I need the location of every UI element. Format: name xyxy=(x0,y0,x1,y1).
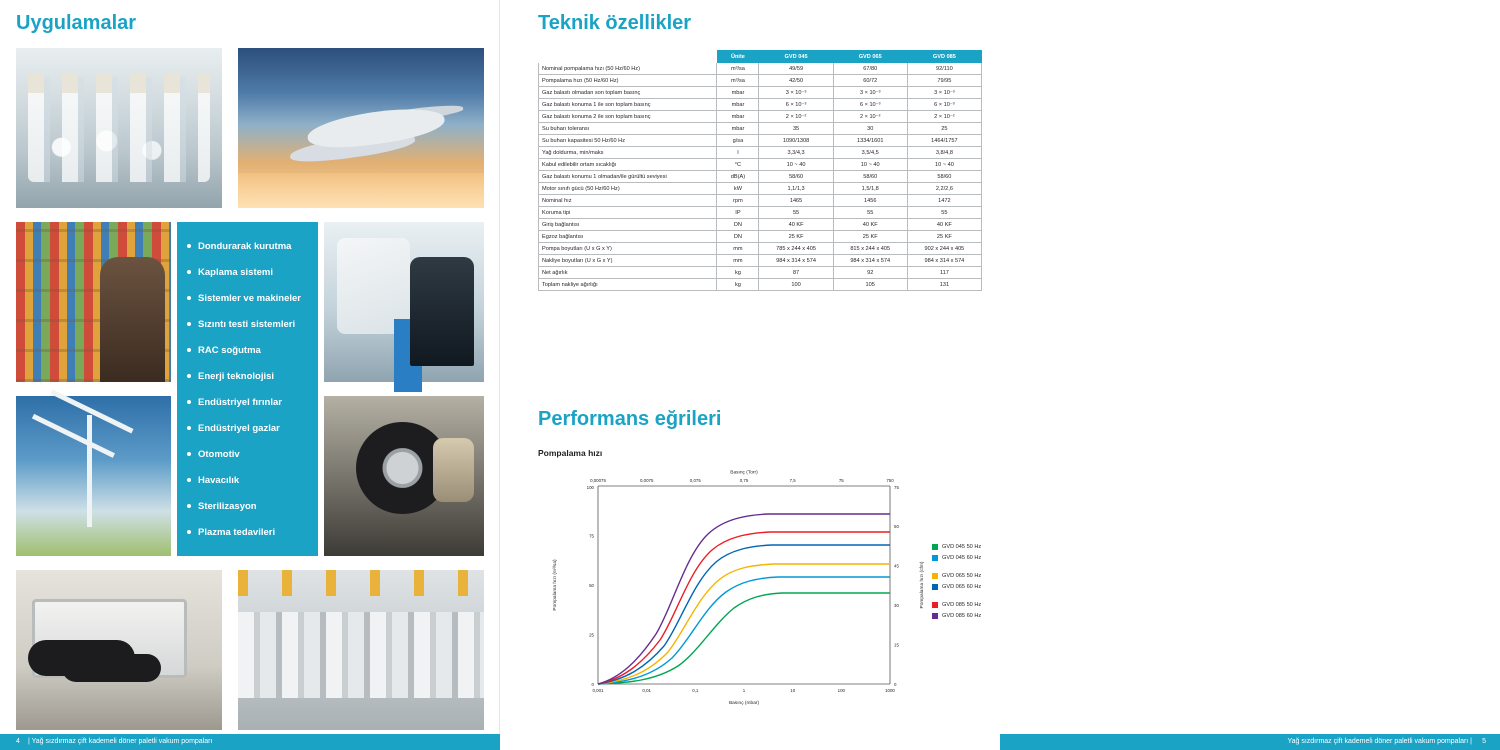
svg-text:75: 75 xyxy=(894,485,899,490)
table-row xyxy=(539,171,982,183)
legend-spacer xyxy=(932,593,981,600)
svg-text:75: 75 xyxy=(838,478,844,483)
row-label: Giriş bağlantısı xyxy=(539,219,717,231)
row-value-gvd085: 3 × 10⁻³ xyxy=(907,87,981,99)
legend-label: GVD 085 60 Hz xyxy=(942,613,982,619)
list-item: Endüstriyel gazlar xyxy=(187,422,310,435)
column-header-gvd085: GVD 085 xyxy=(907,51,981,63)
row-unit: mm xyxy=(717,243,759,255)
svg-text:100: 100 xyxy=(586,485,594,490)
table-row xyxy=(539,243,982,255)
chart-xticks-bottom xyxy=(593,688,896,693)
table-row xyxy=(539,123,982,135)
page-number-left: 4 xyxy=(16,738,20,745)
column-header-gvd065: GVD 065 xyxy=(833,51,907,63)
list-item: RAC soğutma xyxy=(187,344,310,357)
photo-wind-turbine xyxy=(16,396,171,556)
legend-swatch-yellow xyxy=(932,573,938,579)
column-header-label xyxy=(539,51,717,63)
row-value-gvd045: 6 × 10⁻³ xyxy=(759,99,833,111)
svg-text:60: 60 xyxy=(894,524,899,529)
series-gvd065-60hz xyxy=(598,545,890,684)
row-unit: °C xyxy=(717,159,759,171)
row-value-gvd065: 3,5/4,5 xyxy=(833,147,907,159)
svg-text:0,00075: 0,00075 xyxy=(590,478,606,483)
row-value-gvd045: 984 x 314 x 574 xyxy=(759,255,833,267)
table-row xyxy=(539,195,982,207)
row-value-gvd045: 35 xyxy=(759,123,833,135)
table-row xyxy=(539,267,982,279)
table-row xyxy=(539,279,982,291)
legend-spacer xyxy=(932,564,981,571)
row-label: Pompa boyutları (U x G x Y) xyxy=(539,243,717,255)
row-value-gvd085: 1464/1757 xyxy=(907,135,981,147)
table-row xyxy=(539,207,982,219)
list-item: Havacılık xyxy=(187,474,310,487)
row-value-gvd085: 10 ~ 40 xyxy=(907,159,981,171)
legend-item-gvd085-50hz xyxy=(932,600,981,610)
photo-factory-line-image xyxy=(238,570,484,730)
row-value-gvd085: 1472 xyxy=(907,195,981,207)
row-label: Su buharı kapasitesi 50 Hz/60 Hz xyxy=(539,135,717,147)
row-value-gvd065: 60/72 xyxy=(833,75,907,87)
legend-label: GVD 065 60 Hz xyxy=(942,584,982,590)
row-unit: mbar xyxy=(717,123,759,135)
row-value-gvd085: 984 x 314 x 574 xyxy=(907,255,981,267)
chart-yticks-right xyxy=(894,485,899,687)
row-label: Gaz balastı konumu 1 olmadan/ile gürültü seviyesi xyxy=(539,171,717,183)
row-value-gvd045: 10 ~ 40 xyxy=(759,159,833,171)
photo-laboratory xyxy=(324,222,484,382)
legend-item-gvd045-60hz xyxy=(932,553,981,563)
row-value-gvd045: 3,3/4,3 xyxy=(759,147,833,159)
performance-chart xyxy=(538,466,982,716)
applications-list-panel xyxy=(177,222,318,556)
row-value-gvd045: 2 × 10⁻² xyxy=(759,111,833,123)
row-value-gvd085: 131 xyxy=(907,279,981,291)
footer-text-right: Yağ sızdırmaz çift kademeli döner paletli vakum pompaları | xyxy=(1287,738,1472,745)
footer-text-left: | Yağ sızdırmaz çift kademeli döner paletli vakum pompaları xyxy=(28,738,213,745)
row-value-gvd085: 58/60 xyxy=(907,171,981,183)
svg-text:0,01: 0,01 xyxy=(642,688,651,693)
row-unit: mbar xyxy=(717,99,759,111)
row-value-gvd085: 2,2/2,6 xyxy=(907,183,981,195)
photo-laboratory-image xyxy=(324,222,484,382)
photo-glovebox-image xyxy=(16,570,222,730)
series-gvd045-50hz xyxy=(598,593,890,684)
row-label: Gaz balastı konuma 2 ile son toplam basınç xyxy=(539,111,717,123)
legend-item-gvd065-50hz xyxy=(932,571,981,581)
photo-glovebox xyxy=(16,570,222,730)
list-item: Otomotiv xyxy=(187,448,310,461)
row-value-gvd065: 984 x 314 x 574 xyxy=(833,255,907,267)
row-label: Gaz balastı konuma 1 ile son toplam basınç xyxy=(539,99,717,111)
svg-text:25: 25 xyxy=(589,632,594,638)
row-unit: kW xyxy=(717,183,759,195)
row-value-gvd065: 58/60 xyxy=(833,171,907,183)
row-value-gvd065: 1,5/1,8 xyxy=(833,183,907,195)
svg-text:10: 10 xyxy=(790,688,796,693)
row-value-gvd065: 815 x 244 x 405 xyxy=(833,243,907,255)
svg-text:0,075: 0,075 xyxy=(689,478,701,483)
legend-swatch-blue xyxy=(932,584,938,590)
table-row xyxy=(539,231,982,243)
list-item: Sterilizasyon xyxy=(187,500,310,513)
chart-ylabel-right: Pompalama hızı (cfm) xyxy=(920,561,925,609)
table-row xyxy=(539,147,982,159)
page-title-performance-curves: Performans eğrileri xyxy=(538,408,722,430)
chart-xlabel-top: Basınç (Torr) xyxy=(730,470,758,476)
svg-text:50: 50 xyxy=(589,583,594,588)
table-row xyxy=(539,63,982,75)
chart-caption: Pompalama hızı xyxy=(538,448,603,458)
table-row xyxy=(539,99,982,111)
row-value-gvd065: 30 xyxy=(833,123,907,135)
row-label: Gaz balastı olmadan son toplam basınç xyxy=(539,87,717,99)
row-value-gvd065: 92 xyxy=(833,267,907,279)
right-page-footer xyxy=(1000,734,1500,750)
chart-series-group xyxy=(598,514,890,684)
left-page xyxy=(0,0,500,750)
row-value-gvd045: 55 xyxy=(759,207,833,219)
photo-factory-line xyxy=(238,570,484,730)
row-label: Koruma tipi xyxy=(539,207,717,219)
row-value-gvd065: 1456 xyxy=(833,195,907,207)
row-unit: l xyxy=(717,147,759,159)
chart-legend xyxy=(932,542,981,622)
photo-retail-shelf xyxy=(16,222,171,382)
row-value-gvd045: 58/60 xyxy=(759,171,833,183)
svg-text:15: 15 xyxy=(894,642,899,648)
row-unit: rpm xyxy=(717,195,759,207)
row-value-gvd085: 117 xyxy=(907,267,981,279)
list-item: Kaplama sistemi xyxy=(187,266,310,279)
left-page-footer xyxy=(0,734,500,750)
list-item: Plazma tedavileri xyxy=(187,526,310,539)
table-row xyxy=(539,159,982,171)
table-row xyxy=(539,75,982,87)
svg-text:0: 0 xyxy=(591,682,594,687)
row-unit: DN xyxy=(717,231,759,243)
applications-list xyxy=(177,222,318,539)
row-label: Su buharı toleransı xyxy=(539,123,717,135)
row-unit: mbar xyxy=(717,111,759,123)
row-value-gvd045: 3 × 10⁻³ xyxy=(759,87,833,99)
photo-tire-workshop xyxy=(324,396,484,556)
legend-label: GVD 045 50 Hz xyxy=(942,544,982,550)
row-unit: mbar xyxy=(717,87,759,99)
row-value-gvd085: 2 × 10⁻² xyxy=(907,111,981,123)
table-row xyxy=(539,183,982,195)
row-value-gvd085: 25 xyxy=(907,123,981,135)
photo-airplane-image xyxy=(238,48,484,208)
row-unit: m³/sa xyxy=(717,63,759,75)
list-item: Endüstriyel fırınlar xyxy=(187,396,310,409)
page-number-right: 5 xyxy=(1482,738,1486,745)
table-header-row xyxy=(539,51,982,63)
svg-text:1000: 1000 xyxy=(885,688,895,693)
row-label: Toplam nakliye ağırlığı xyxy=(539,279,717,291)
svg-text:100: 100 xyxy=(837,688,845,693)
list-item: Dondurarak kurutma xyxy=(187,240,310,253)
row-label: Nakliye boyutları (U x G x Y) xyxy=(539,255,717,267)
row-value-gvd045: 42/50 xyxy=(759,75,833,87)
photo-vials xyxy=(16,48,222,208)
chart-ylabel-left: Pompalama hızı (m³/sa) xyxy=(553,559,558,611)
svg-text:30: 30 xyxy=(894,603,899,608)
row-value-gvd065: 10 ~ 40 xyxy=(833,159,907,171)
photo-retail-shelf-image xyxy=(16,222,171,382)
table-header xyxy=(539,51,982,63)
row-value-gvd045: 25 KF xyxy=(759,231,833,243)
legend-swatch-green xyxy=(932,544,938,550)
legend-item-gvd065-60hz xyxy=(932,582,981,592)
table-row xyxy=(539,135,982,147)
svg-text:0,1: 0,1 xyxy=(692,688,699,693)
list-item: Enerji teknolojisi xyxy=(187,370,310,383)
row-label: Kabul edilebilir ortam sıcaklığı xyxy=(539,159,717,171)
row-unit: mm xyxy=(717,255,759,267)
performance-chart-svg xyxy=(538,466,982,716)
row-value-gvd065: 2 × 10⁻² xyxy=(833,111,907,123)
chart-xlabel-bottom: Basınç (mbar) xyxy=(728,701,760,706)
photo-vials-image xyxy=(16,48,222,208)
series-gvd085-50hz xyxy=(598,532,890,684)
svg-text:7,5: 7,5 xyxy=(789,478,796,483)
row-value-gvd085: 55 xyxy=(907,207,981,219)
row-label: Nominal hız xyxy=(539,195,717,207)
svg-text:45: 45 xyxy=(894,563,899,569)
legend-label: GVD 065 50 Hz xyxy=(942,573,982,579)
legend-label: GVD 085 50 Hz xyxy=(942,602,982,608)
photo-tire-workshop-image xyxy=(324,396,484,556)
row-value-gvd065: 40 KF xyxy=(833,219,907,231)
legend-label: GVD 045 60 Hz xyxy=(942,555,982,561)
row-value-gvd085: 3,8/4,8 xyxy=(907,147,981,159)
row-unit: kg xyxy=(717,267,759,279)
row-value-gvd085: 79/95 xyxy=(907,75,981,87)
row-unit: m³/sa xyxy=(717,75,759,87)
row-unit: kg xyxy=(717,279,759,291)
row-label: Egzoz bağlantısı xyxy=(539,231,717,243)
page-title-technical-specs: Teknik özellikler xyxy=(538,12,692,34)
legend-item-gvd085-60hz xyxy=(932,611,981,621)
table-row xyxy=(539,219,982,231)
right-page xyxy=(500,0,1486,750)
page-title-applications: Uygulamalar xyxy=(16,12,137,34)
row-value-gvd045: 40 KF xyxy=(759,219,833,231)
table-row xyxy=(539,255,982,267)
legend-swatch-red xyxy=(932,602,938,608)
column-header-unit: Ünite xyxy=(717,51,759,63)
row-value-gvd085: 92/110 xyxy=(907,63,981,75)
row-value-gvd045: 100 xyxy=(759,279,833,291)
legend-item-gvd045-50hz xyxy=(932,542,981,552)
svg-text:1: 1 xyxy=(742,688,746,693)
row-unit: dB(A) xyxy=(717,171,759,183)
row-value-gvd065: 1334/1601 xyxy=(833,135,907,147)
list-item: Sistemler ve makineler xyxy=(187,292,310,305)
chart-xticks-top xyxy=(590,478,894,483)
photo-airplane xyxy=(238,48,484,208)
svg-text:0,0075: 0,0075 xyxy=(639,478,654,483)
row-value-gvd065: 25 KF xyxy=(833,231,907,243)
chart-axes xyxy=(598,486,890,684)
row-value-gvd045: 1465 xyxy=(759,195,833,207)
row-value-gvd085: 25 KF xyxy=(907,231,981,243)
row-value-gvd045: 785 x 244 x 405 xyxy=(759,243,833,255)
legend-swatch-lightblue xyxy=(932,555,938,561)
row-value-gvd045: 87 xyxy=(759,267,833,279)
row-value-gvd065: 6 × 10⁻³ xyxy=(833,99,907,111)
row-value-gvd065: 105 xyxy=(833,279,907,291)
row-label: Nominal pompalama hızı (50 Hz/60 Hz) xyxy=(539,63,717,75)
svg-text:750: 750 xyxy=(886,478,894,483)
row-unit: DN xyxy=(717,219,759,231)
row-value-gvd045: 49/59 xyxy=(759,63,833,75)
svg-text:75: 75 xyxy=(589,533,594,539)
row-label: Pompalama hızı (50 Hz/60 Hz) xyxy=(539,75,717,87)
photo-wind-turbine-image xyxy=(16,396,171,556)
svg-text:0,001: 0,001 xyxy=(592,688,604,693)
row-label: Yağ doldurma, min/maks xyxy=(539,147,717,159)
svg-text:0,75: 0,75 xyxy=(739,478,749,483)
legend-swatch-purple xyxy=(932,613,938,619)
row-value-gvd065: 67/80 xyxy=(833,63,907,75)
row-value-gvd085: 40 KF xyxy=(907,219,981,231)
row-unit: g/sa xyxy=(717,135,759,147)
row-value-gvd045: 1,1/1,3 xyxy=(759,183,833,195)
chart-yticks-left xyxy=(587,485,595,687)
svg-text:0: 0 xyxy=(894,682,897,687)
row-value-gvd085: 902 x 244 x 405 xyxy=(907,243,981,255)
table-body xyxy=(539,63,982,291)
row-value-gvd065: 55 xyxy=(833,207,907,219)
column-header-gvd045: GVD 045 xyxy=(759,51,833,63)
table-row xyxy=(539,87,982,99)
series-gvd085-60hz xyxy=(598,514,890,684)
row-label: Net ağırlık xyxy=(539,267,717,279)
row-unit: IP xyxy=(717,207,759,219)
row-value-gvd065: 3 × 10⁻³ xyxy=(833,87,907,99)
row-label: Motor sınıfı gücü (50 Hz/60 Hz) xyxy=(539,183,717,195)
row-value-gvd085: 6 × 10⁻³ xyxy=(907,99,981,111)
row-value-gvd045: 1090/1308 xyxy=(759,135,833,147)
list-item: Sızıntı testi sistemleri xyxy=(187,318,310,331)
technical-specifications-table xyxy=(538,50,982,291)
table-row xyxy=(539,111,982,123)
